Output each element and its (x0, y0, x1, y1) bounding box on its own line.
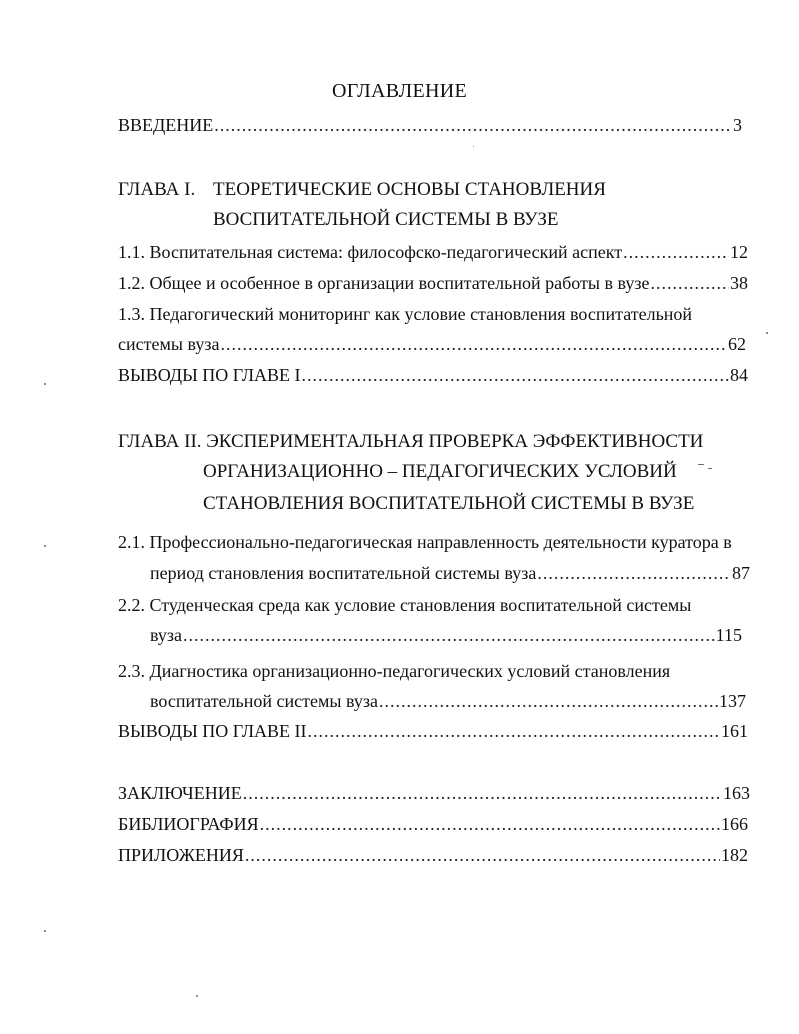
dot-leader (650, 270, 729, 296)
dot-leader (302, 362, 729, 388)
dot-leader (214, 112, 732, 138)
toc-page-number: 84 (730, 365, 748, 385)
dot-leader (243, 780, 722, 806)
toc-entry-conclusions-1[interactable] (118, 362, 748, 388)
dot-leader (245, 842, 720, 868)
toc-entry-label: ВЫВОДЫ ПО ГЛАВЕ I (118, 365, 301, 385)
toc-entry-2-2-line1: 2.2. Студенческая среда как условие становления воспитательной системы (118, 595, 692, 615)
chapter-1-title-line1: ТЕОРЕТИЧЕСКИЕ ОСНОВЫ СТАНОВЛЕНИЯ (213, 179, 606, 200)
toc-page-number: 115 (715, 625, 742, 645)
toc-entry-conclusions-2[interactable] (118, 718, 748, 744)
toc-entry-2-2[interactable] (150, 622, 742, 648)
toc-entry-label: ЗАКЛЮЧЕНИЕ (118, 783, 242, 803)
dot-leader (260, 811, 720, 837)
toc-entry-bibliography[interactable] (118, 811, 748, 837)
toc-page-number: 166 (721, 814, 748, 834)
scan-speck (766, 332, 768, 334)
toc-entry-1-2[interactable] (118, 270, 748, 296)
dot-leader (537, 560, 731, 586)
dot-leader (379, 688, 718, 714)
toc-page-number: 182 (721, 845, 748, 865)
dot-leader (623, 239, 729, 265)
toc-page-number: 87 (732, 563, 750, 583)
toc-entry-label: ВЫВОДЫ ПО ГЛАВЕ II (118, 721, 307, 741)
scan-speck (44, 930, 46, 932)
toc-entry-2-3[interactable] (150, 688, 746, 714)
scan-speck (698, 464, 704, 465)
toc-entry-2-3-line1: 2.3. Диагностика организационно-педагогических условий становления (118, 661, 671, 681)
toc-entry-1-3-line1: 1.3. Педагогический мониторинг как условие становления воспитательной (118, 304, 693, 324)
toc-entry-label: системы вуза (118, 334, 220, 354)
toc-page-number: 137 (719, 691, 746, 711)
toc-page-number: 38 (730, 273, 748, 293)
chapter-2-title-line1: ГЛАВА II. ЭКСПЕРИМЕНТАЛЬНАЯ ПРОВЕРКА ЭФФЕКТИВНОСТИ (118, 431, 704, 452)
scan-speck (44, 383, 46, 385)
toc-entry-label: период становления воспитательной системы вуза (150, 563, 537, 583)
toc-page-number: 161 (721, 721, 748, 741)
toc-entry-label: 1.1. Воспитательная система: философско-педагогический аспект (118, 242, 623, 262)
scan-speck (473, 146, 474, 147)
toc-entry-2-1-line1: 2.1. Профессионально-педагогическая направленность деятельности куратора в (118, 532, 732, 552)
chapter-1-title-line2: ВОСПИТАТЕЛЬНОЙ СИСТЕМЫ В ВУЗЕ (213, 209, 559, 230)
chapter-2-title-line3: СТАНОВЛЕНИЯ ВОСПИТАТЕЛЬНОЙ СИСТЕМЫ В ВУЗЕ (203, 493, 695, 514)
toc-entry-label: ВВЕДЕНИЕ (118, 115, 214, 135)
toc-entry-label: воспитательной системы вуза (150, 691, 378, 711)
toc-entry-label: 1.2. Общее и особенное в организации воспитательной работы в вузе (118, 273, 650, 293)
page-title: ОГЛАВЛЕНИЕ (332, 80, 467, 102)
toc-page-number: 3 (733, 115, 742, 135)
toc-entry-introduction[interactable] (118, 112, 742, 138)
toc-entry-label: ПРИЛОЖЕНИЯ (118, 845, 244, 865)
toc-entry-label: БИБЛИОГРАФИЯ (118, 814, 259, 834)
dot-leader (183, 622, 715, 648)
toc-entry-conclusion[interactable] (118, 780, 750, 806)
toc-entry-2-1[interactable] (150, 560, 750, 586)
toc-page-number: 12 (730, 242, 748, 262)
scan-speck (708, 468, 712, 469)
dot-leader (308, 718, 720, 744)
toc-entry-appendices[interactable] (118, 842, 748, 868)
toc-entry-1-3[interactable] (118, 331, 746, 357)
scan-speck (196, 995, 198, 997)
toc-entry-label: вуза (150, 625, 182, 645)
toc-page-number: 62 (728, 334, 746, 354)
scan-speck (44, 545, 46, 547)
toc-entry-1-1[interactable] (118, 239, 748, 265)
chapter-2-title-line2: ОРГАНИЗАЦИОННО – ПЕДАГОГИЧЕСКИХ УСЛОВИЙ (203, 461, 677, 482)
chapter-1-prefix: ГЛАВА I. (118, 179, 196, 200)
dot-leader (220, 331, 727, 357)
toc-page-number: 163 (723, 783, 750, 803)
